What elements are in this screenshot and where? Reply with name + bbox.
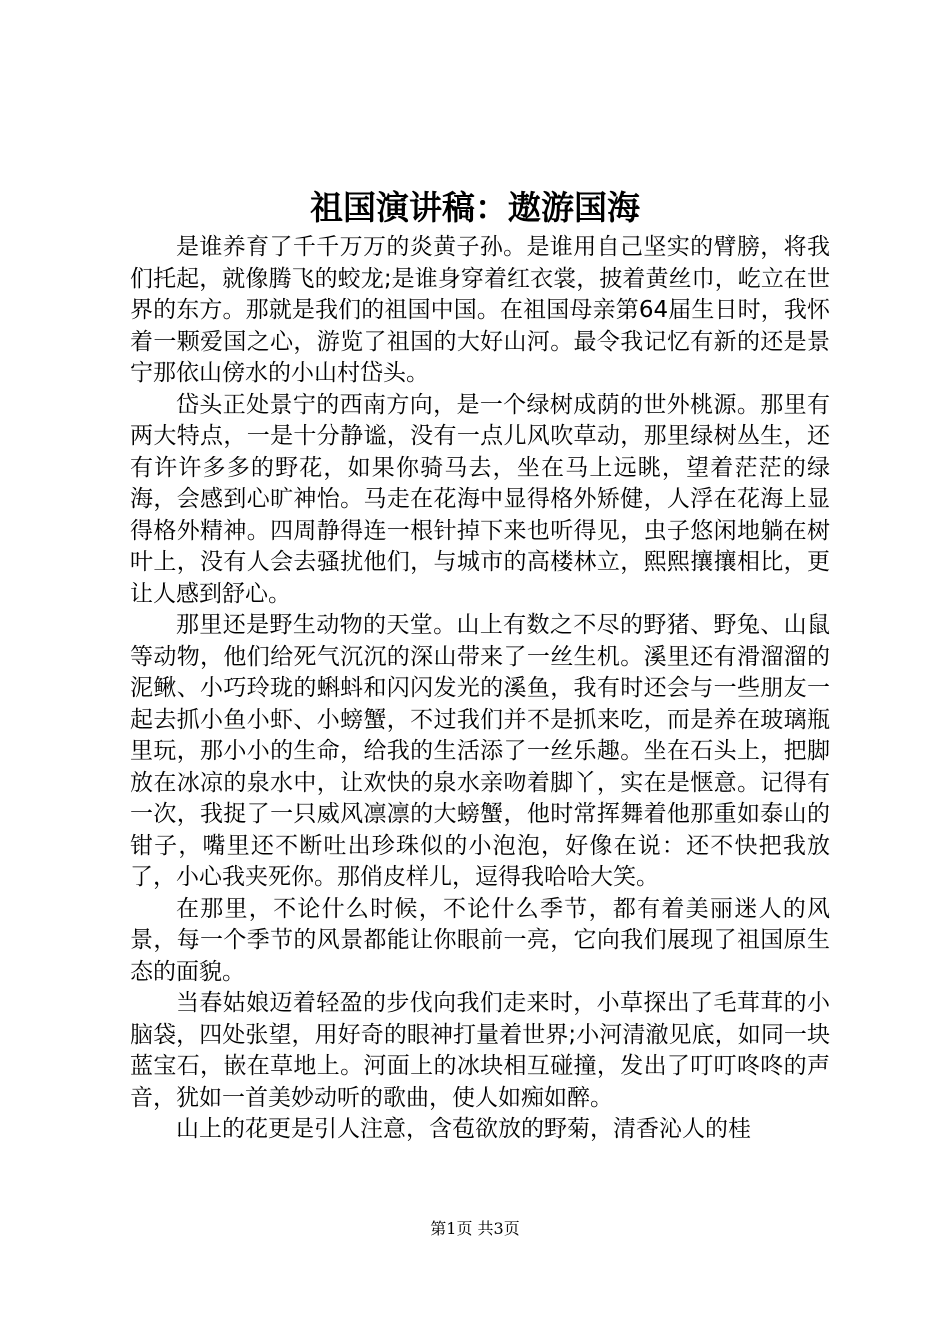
page-title: 祖国演讲稿：遨游国海 (310, 188, 640, 227)
paragraph: 在那里，不论什么时候，不论什么季节，都有着美丽迷人的风景，每一个季节的风景都能让你眼前一亮，它向我们展现了祖国原生态的面貌。 (130, 895, 830, 985)
paragraph: 是谁养育了千千万万的炎黄子孙。是谁用自己坚实的臂膀，将我们托起，就像腾飞的蛟龙;是谁身穿着红衣裳，披着黄丝巾，屹立在世界的东方。那就是我们的祖国中国。在祖国母亲第64届生日时，我怀着一颗爱国之心，游览了祖国的大好山河。最令我记忆有新的还是景宁那依山傍水的小山村岱头。 (130, 234, 830, 386)
page-number-footer: 第1页 共3页 (430, 1219, 520, 1238)
paragraph: 那里还是野生动物的天堂。山上有数之不尽的野猪、野兔、山鼠等动物，他们给死气沉沉的深山带来了一丝生机。溪里还有滑溜溜的泥鳅、小巧玲珑的蝌蚪和闪闪发光的溪鱼，我有时还会与一些朋友一起去抓小鱼小虾、小螃蟹，不过我们并不是抓来吃，而是养在玻璃瓶里玩，那小小的生命，给我的生活添了一丝乐趣。坐在石头上，把脚放在冰凉的泉水中，让欢快的泉水亲吻着脚丫，实在是惬意。记得有一次，我捉了一只威风凛凛的大螃蟹，他时常挥舞着他那重如泰山的钳子，嘴里还不断吐出珍珠似的小泡泡，好像在说：还不快把我放了，小心我夹死你。那俏皮样儿，逗得我哈哈大笑。 (130, 612, 830, 890)
paragraph: 岱头正处景宁的西南方向，是一个绿树成荫的世外桃源。那里有两大特点，一是十分静谧，没有一点儿风吹草动，那里绿树丛生，还有许许多多的野花，如果你骑马去，坐在马上远眺，望着茫茫的绿海，会感到心旷神怡。马走在花海中显得格外矫健，人浮在花海上显得格外精神。四周静得连一根针掉下来也听得见，虫子悠闲地躺在树叶上，没有人会去骚扰他们，与城市的高楼林立，熙熙攘攘相比，更让人感到舒心。 (130, 391, 830, 607)
article-body (130, 232, 830, 1146)
paragraph: 当春姑娘迈着轻盈的步伐向我们走来时，小草探出了毛茸茸的小脑袋，四处张望，用好奇的眼神打量着世界;小河清澈见底，如同一块蓝宝石，嵌在草地上。河面上的冰块相互碰撞，发出了叮叮咚咚的声音，犹如一首美妙动听的歌曲，使人如痴如醉。 (130, 990, 830, 1111)
paragraph: 山上的花更是引人注意，含苞欲放的野菊，清香沁人的桂 (176, 1116, 751, 1142)
